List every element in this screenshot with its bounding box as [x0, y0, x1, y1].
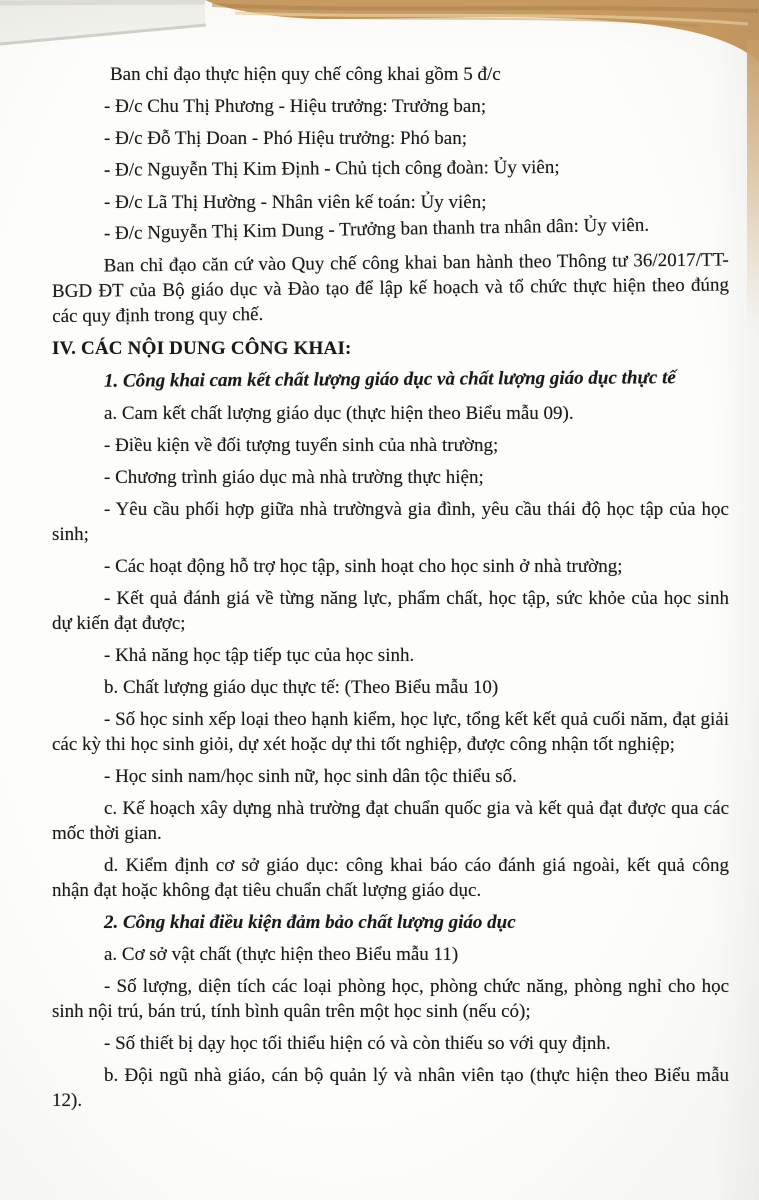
- list-item: - Số thiết bị dạy học tối thiểu hiện có và còn thiếu so với quy định.: [104, 1033, 611, 1054]
- list-item: - Số lượng, diện tích các loại phòng học, phòng chức năng, phòng nghỉ cho học sinh nội trú, bán trú, tính bình quân trên một học sinh (nếu có);: [52, 976, 729, 1022]
- list-item: - Khả năng học tập tiếp tục của học sinh.: [104, 645, 415, 666]
- committee-intro: Ban chỉ đạo thực hiện quy chế công khai gồm 5 đ/c: [110, 64, 501, 85]
- document-body: [0, 62, 759, 1120]
- committee-member: - Đ/c Đỗ Thị Doan - Phó Hiệu trưởng: Phó ban;: [104, 128, 468, 149]
- committee-member: - Đ/c Chu Thị Phương - Hiệu trưởng: Trưởng ban;: [104, 96, 487, 117]
- subsection-2-heading: 2. Công khai điều kiện đảm bảo chất lượng giáo dục: [104, 912, 516, 933]
- item-a-heading: a. Cơ sở vật chất (thực hiện theo Biểu mẫu 11): [104, 944, 459, 965]
- list-item: - Số học sinh xếp loại theo hạnh kiểm, học lực, tổng kết kết quả cuối năm, đạt giải các kỳ thi học sinh giỏi, dự xét hoặc dự thi tốt nghiệp, được công nhận tốt nghiệp;: [52, 709, 730, 755]
- list-item: - Học sinh nam/học sinh nữ, học sinh dân tộc thiểu số.: [104, 766, 517, 787]
- item-d-paragraph: d. Kiểm định cơ sở giáo dục: công khai báo cáo đánh giá ngoài, kết quả công nhận đạt hoặc không đạt tiêu chuẩn chất lượng giáo dục.: [52, 855, 729, 901]
- list-item: - Chương trình giáo dục mà nhà trường thực hiện;: [104, 467, 484, 488]
- committee-member: - Đ/c Nguyễn Thị Kim Định - Chủ tịch công đoàn: Ủy viên;: [103, 156, 560, 181]
- basis-paragraph: Ban chỉ đạo căn cứ vào Quy chế công khai ban hành theo Thông tư 36/2017/TT-BGD ĐT của Bộ giáo dục và Đào tạo để lập kế hoạch và tổ chức thực hiện theo đúng các quy định trong quy chế.: [51, 249, 730, 327]
- paper-edge-shadow: [0, 0, 206, 45]
- list-item: - Kết quả đánh giá về từng năng lực, phẩm chất, học tập, sức khỏe của học sinh dự kiến đạt được;: [52, 588, 729, 634]
- item-a-heading: a. Cam kết chất lượng giáo dục (thực hiện theo Biểu mẫu 09).: [104, 403, 574, 424]
- item-b-paragraph: b. Đội ngũ nhà giáo, cán bộ quản lý và nhân viên tạo (thực hiện theo Biểu mẫu 12).: [52, 1065, 729, 1111]
- subsection-1-heading: 1. Công khai cam kết chất lượng giáo dục và chất lượng giáo dục thực tế: [103, 367, 676, 392]
- section-iv-heading: IV. CÁC NỘI DUNG CÔNG KHAI:: [52, 338, 352, 359]
- committee-member: - Đ/c Lã Thị Hường - Nhân viên kế toán: Ủy viên;: [104, 192, 487, 213]
- list-item: - Yêu cầu phối hợp giữa nhà trườngvà gia đình, yêu cầu thái độ học tập của học sinh;: [52, 499, 729, 545]
- list-item: - Các hoạt động hỗ trợ học tập, sinh hoạt cho học sinh ở nhà trường;: [104, 556, 623, 577]
- list-item: - Điều kiện về đối tượng tuyển sinh của nhà trường;: [104, 435, 499, 456]
- committee-member: - Đ/c Nguyễn Thị Kim Dung - Trưởng ban thanh tra nhân dân: Ủy viên.: [103, 214, 650, 245]
- item-b-heading: b. Chất lượng giáo dục thực tế: (Theo Biểu mẫu 10): [104, 677, 499, 698]
- item-c-paragraph: c. Kế hoạch xây dựng nhà trường đạt chuẩn quốc gia và kết quả đạt được qua các mốc thời gian.: [52, 798, 729, 844]
